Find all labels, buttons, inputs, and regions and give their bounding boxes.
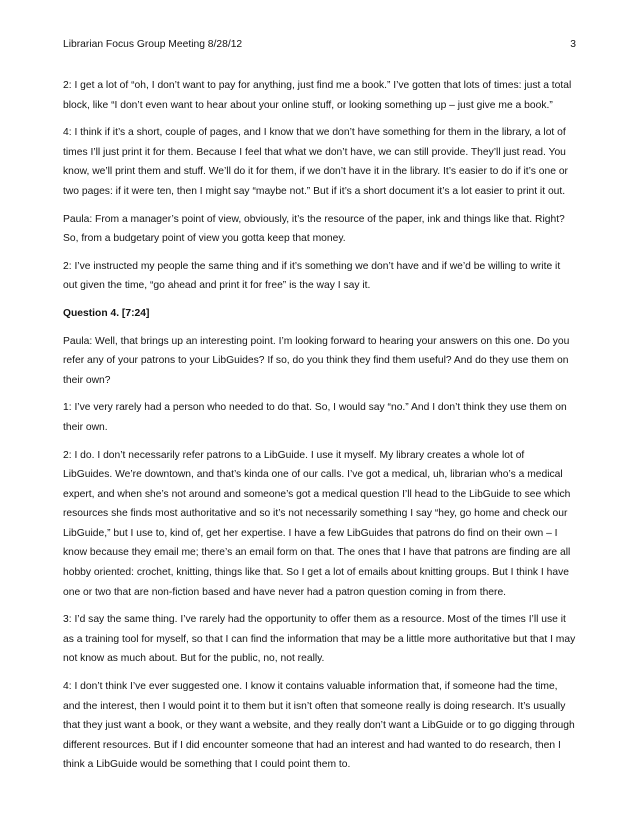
paragraph-paula-libguides: Paula: Well, that brings up an interesting point. I’m looking forward to hearing your answers on this one. Do you refer any of your patrons to your LibGuides? If so, do you think they find them useful? And do they use them on their own?: [63, 335, 570, 386]
page-number: 3: [570, 39, 576, 50]
page-header: [63, 35, 576, 55]
paragraph-speaker-1-rarely: 1: I’ve very rarely had a person who needed to do that. So, I would say “no.” And I don’t think they use them on their own.: [63, 402, 567, 433]
paragraph-speaker-2-libguides: 2: I do. I don’t necessarily refer patrons to a LibGuide. I use it myself. My library creates a whole lot of LibGuides. We’re downtown, and that’s kinda one of our calls. I’ve got a medical, uh, librarian who’s a medical expert, and when she’s not around and someone’s got a medical question I’ll head to the LibGuide to see which resources she finds most authoritative and so it’s not necessarily something I say “hey, go home and check our LibGuide,” but I use to, kind of, get her expertise. I have a few LibGuides that patrons do find on their own – I know because they email me; there’s an email form on that. The ones that I have that patrons are finding are all hobby oriented: crochet, knitting, things like that. So I get a lot of emails about knitting groups. But I think I have one or two that are non-fiction based and have never had a patron question coming in from there.: [63, 449, 571, 598]
question-heading: Question 4. [7:24]: [63, 307, 150, 319]
paragraph-speaker-3-training: 3: I’d say the same thing. I’ve rarely had the opportunity to offer them as a resource. Most of the times I’ll use it as a training tool for myself, so that I can find the information that may be a little more authoritative but that I may not know as much about. But for the public, no, not really.: [63, 614, 576, 665]
paragraph-speaker-4-suggested: 4: I don’t think I’ve ever suggested one. I know it contains valuable information that, if someone had the time, and the interest, then I would point it to them but it isn’t often that someone really is doing research. It’s usually that they just want a book, or they want a website, and they really don’t want a LibGuide or to go digging through different resources. But if I did encounter someone that had an interest and had wanted to do research, then I think a LibGuide would be something that I could point them to.: [63, 681, 575, 771]
paragraph-paula-budget: Paula: From a manager’s point of view, obviously, it’s the resource of the paper, ink and things like that. Right? So, from a budgetary point of view you gotta keep that money.: [63, 213, 565, 245]
paragraph-speaker-2-book: 2: I get a lot of “oh, I don’t want to pay for anything, just find me a book.” I’ve gotten that lots of times: just a total block, like “I don’t even want to hear about your online stuff, or looking something up – just give me a book.”: [63, 80, 572, 111]
paragraph-speaker-4-print: 4: I think if it’s a short, couple of pages, and I know that we don’t have something for them in the library, a lot of times I’ll just print it for them. Because I feel that what we don’t have, we can still provide. They’ll just read. You know, we’ll print them and stuff. We’ll do it for them, if we don’t have it in the library. It’s easier to do if it’s one or two pages: if it were ten, then I might say “maybe not.” But if it’s a short document it’s a lot easier to print it out.: [63, 127, 568, 197]
paragraph-speaker-2-instructed: 2: I’ve instructed my people the same thing and if it’s something we don’t have and if we’d be willing to write it out given the time, “go ahead and print it for free” is the way I say it.: [63, 260, 561, 292]
document-title: Librarian Focus Group Meeting 8/28/12: [63, 39, 243, 50]
